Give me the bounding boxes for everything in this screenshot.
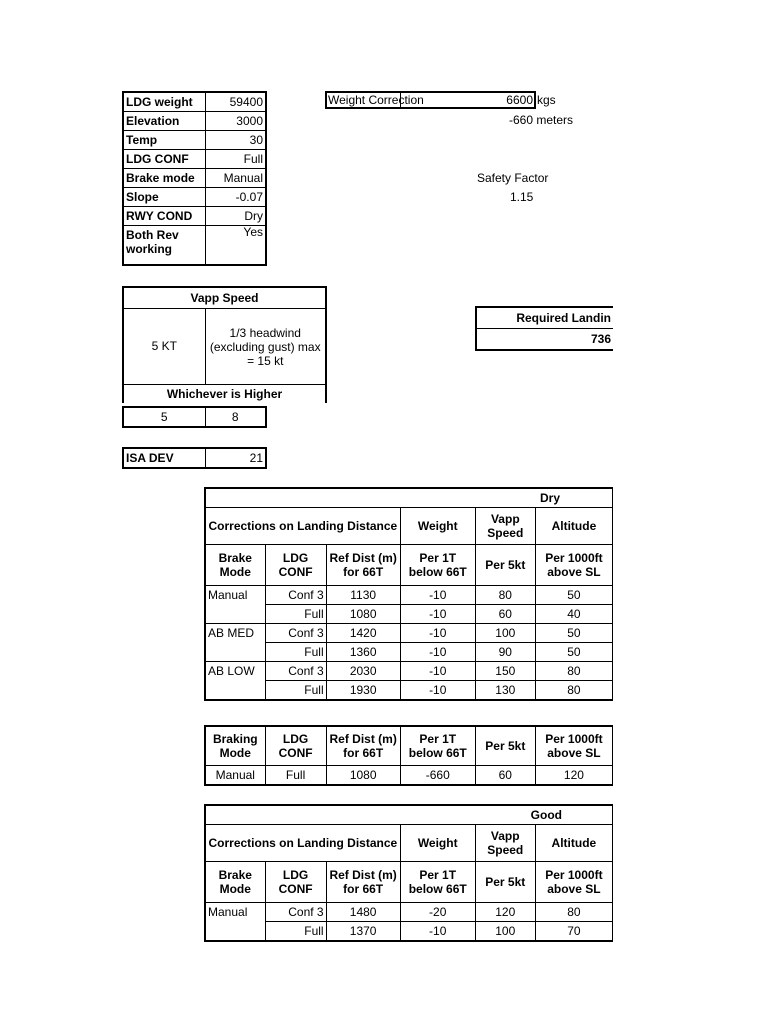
altitude-corr-cell: 80 <box>535 662 612 681</box>
isa-dev-label: ISA DEV <box>123 448 205 468</box>
brake-mode-cell: Manual <box>205 586 265 605</box>
input-row <box>123 112 266 131</box>
weight-corr-cell: -10 <box>400 624 475 643</box>
brake-mode-cell <box>205 922 265 942</box>
weight-header: Weight <box>400 825 475 862</box>
column-header: Per 1T below 66T <box>400 862 475 903</box>
vapp-value-headwind[interactable]: 8 <box>205 407 266 427</box>
altitude-corr-cell: 40 <box>535 605 612 624</box>
input-row <box>123 131 266 150</box>
input-row <box>123 226 266 266</box>
input-value[interactable]: Dry <box>205 207 266 226</box>
speed-corr-cell: 120 <box>475 903 535 922</box>
speed-corr-cell: 150 <box>475 662 535 681</box>
column-header: LDG CONF <box>265 545 326 586</box>
ref-dist-cell: 1360 <box>326 643 400 662</box>
speed-corr-cell: 80 <box>475 586 535 605</box>
altitude-corr-cell: 50 <box>535 586 612 605</box>
ref-dist-cell: 1080 <box>326 605 400 624</box>
column-header: Per 1T below 66T <box>400 545 475 586</box>
weight-correction-value[interactable]: 6600 <box>506 93 533 107</box>
conf-cell: Conf 3 <box>265 586 326 605</box>
table-row <box>205 586 613 605</box>
safety-factor-label: Safety Factor <box>477 171 549 185</box>
speed-corr-cell: 90 <box>475 643 535 662</box>
input-label: LDG weight <box>123 92 205 112</box>
required-landing-label: Required Landin <box>476 307 613 329</box>
table-row <box>205 605 613 624</box>
brake-mode-cell: AB LOW <box>205 662 265 681</box>
ref-dist-cell: 2030 <box>326 662 400 681</box>
weight-correction-label: Weight Correction <box>328 93 424 107</box>
column-header: Ref Dist (m) for 66T <box>326 545 400 586</box>
vapp-speed-header: Vapp Speed <box>475 825 535 862</box>
conf-cell: Full <box>265 681 326 701</box>
input-label: Elevation <box>123 112 205 131</box>
table-row <box>205 681 613 701</box>
vapp-speed-header: Vapp Speed <box>475 508 535 545</box>
required-landing-table <box>475 306 613 351</box>
altitude-corr-cell: 120 <box>535 766 612 786</box>
conf-cell: Conf 3 <box>265 662 326 681</box>
isa-dev-table <box>122 447 267 469</box>
input-row <box>123 92 266 112</box>
column-header: Per 1000ft above SL <box>535 545 612 586</box>
weight-corr-cell: -10 <box>400 922 475 942</box>
column-header: Ref Dist (m) for 66T <box>326 862 400 903</box>
table-row <box>205 624 613 643</box>
isa-dev-value[interactable]: 21 <box>205 448 266 468</box>
altitude-header: Altitude <box>535 825 612 862</box>
required-landing-value[interactable]: 736 <box>476 329 613 351</box>
column-header: LDG CONF <box>265 862 326 903</box>
ref-dist-cell: 1420 <box>326 624 400 643</box>
altitude-header: Altitude <box>535 508 612 545</box>
ref-dist-cell: 1930 <box>326 681 400 701</box>
input-row <box>123 188 266 207</box>
conf-cell: Conf 3 <box>265 903 326 922</box>
good-corrections-table <box>204 804 613 942</box>
vapp-speed-table <box>122 286 327 403</box>
vapp-value-min[interactable]: 5 <box>123 407 205 427</box>
speed-corr-cell: 100 <box>475 922 535 942</box>
conf-cell: Full <box>265 605 326 624</box>
input-label: LDG CONF <box>123 150 205 169</box>
input-label: RWY COND <box>123 207 205 226</box>
table-row <box>205 903 613 922</box>
input-value[interactable]: 30 <box>205 131 266 150</box>
altitude-corr-cell: 50 <box>535 624 612 643</box>
brake-mode-cell <box>205 643 265 662</box>
brake-mode-cell: AB MED <box>205 624 265 643</box>
vapp-values-table <box>122 406 267 428</box>
weight-correction-meters: -660 meters <box>509 113 574 127</box>
altitude-corr-cell: 80 <box>535 903 612 922</box>
conf-cell: Full <box>265 922 326 942</box>
speed-corr-cell: 60 <box>475 605 535 624</box>
weight-corr-cell: -10 <box>400 681 475 701</box>
brake-mode-cell <box>205 681 265 701</box>
altitude-corr-cell: 80 <box>535 681 612 701</box>
ref-dist-cell: 1480 <box>326 903 400 922</box>
input-value[interactable]: 3000 <box>205 112 266 131</box>
vapp-rule: Whichever is Higher <box>123 385 326 404</box>
column-header: Braking Mode <box>205 726 265 766</box>
column-header: Brake Mode <box>205 545 265 586</box>
input-value[interactable]: Full <box>205 150 266 169</box>
speed-corr-cell: 100 <box>475 624 535 643</box>
altitude-corr-cell: 50 <box>535 643 612 662</box>
input-parameters-table <box>122 91 267 266</box>
ref-dist-cell: 1370 <box>326 922 400 942</box>
condition-label: Dry <box>205 488 613 508</box>
corrections-label: Corrections on Landing Distance <box>205 825 400 862</box>
column-header: Per 1000ft above SL <box>535 726 612 766</box>
table-row <box>205 643 613 662</box>
weight-corr-cell: -10 <box>400 605 475 624</box>
conf-cell: Conf 3 <box>265 624 326 643</box>
weight-correction-unit: kgs <box>537 93 556 107</box>
table-row <box>205 766 613 786</box>
weight-corr-cell: -20 <box>400 903 475 922</box>
weight-corr-cell: -10 <box>400 586 475 605</box>
input-value[interactable]: Yes <box>205 226 266 266</box>
weight-corr-cell: -660 <box>400 766 475 786</box>
table-row <box>205 922 613 942</box>
dry-corrections-table <box>204 487 613 701</box>
input-label: Both Rev working <box>123 226 205 266</box>
input-label: Slope <box>123 188 205 207</box>
column-header: Per 5kt <box>475 545 535 586</box>
vapp-option-headwind: 1/3 headwind (excluding gust) max = 15 kt <box>205 309 326 385</box>
input-label: Temp <box>123 131 205 150</box>
safety-factor-value[interactable]: 1.15 <box>510 190 534 204</box>
input-row <box>123 169 266 188</box>
brake-mode-cell <box>205 605 265 624</box>
brake-mode-cell: Manual <box>205 903 265 922</box>
selected-correction-table <box>204 725 613 786</box>
input-label: Brake mode <box>123 169 205 188</box>
altitude-corr-cell: 70 <box>535 922 612 942</box>
speed-corr-cell: 60 <box>475 766 535 786</box>
input-row <box>123 207 266 226</box>
column-header: Per 5kt <box>475 726 535 766</box>
input-value[interactable]: 59400 <box>205 92 266 112</box>
weight-corr-cell: -10 <box>400 662 475 681</box>
column-header: Per 5kt <box>475 862 535 903</box>
vapp-title: Vapp Speed <box>123 287 326 309</box>
ref-dist-cell: 1130 <box>326 586 400 605</box>
brake-mode-cell: Manual <box>205 766 265 786</box>
speed-corr-cell: 130 <box>475 681 535 701</box>
input-value[interactable]: -0.07 <box>205 188 266 207</box>
input-value[interactable]: Manual <box>205 169 266 188</box>
ref-dist-cell: 1080 <box>326 766 400 786</box>
corrections-label: Corrections on Landing Distance <box>205 508 400 545</box>
column-header: LDG CONF <box>265 726 326 766</box>
column-header: Brake Mode <box>205 862 265 903</box>
column-header: Per 1000ft above SL <box>535 862 612 903</box>
column-header: Per 1T below 66T <box>400 726 475 766</box>
conf-cell: Full <box>265 766 326 786</box>
vapp-option-min: 5 KT <box>123 309 205 385</box>
table-row <box>205 662 613 681</box>
condition-label: Good <box>205 805 613 825</box>
weight-header: Weight <box>400 508 475 545</box>
column-header: Ref Dist (m) for 66T <box>326 726 400 766</box>
weight-corr-cell: -10 <box>400 643 475 662</box>
conf-cell: Full <box>265 643 326 662</box>
input-row <box>123 150 266 169</box>
